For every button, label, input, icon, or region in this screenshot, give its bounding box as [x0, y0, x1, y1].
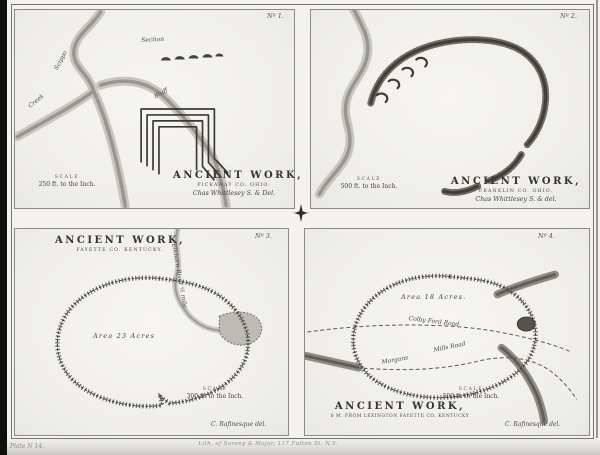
- map-panel-1: [14, 9, 304, 209]
- section-label: Section: [141, 35, 165, 44]
- title-block: [55, 235, 185, 253]
- title-block: [449, 176, 583, 203]
- creek-label-lower: Creek: [27, 92, 46, 110]
- plate-number: Plate N 14.: [10, 443, 45, 450]
- map-title: ANCIENT WORK,: [450, 176, 582, 187]
- area-label: Area 18 Acres.: [401, 293, 467, 301]
- river-label: Elkhorn River ½ mile: [170, 243, 189, 309]
- mound-section-row: [161, 54, 223, 61]
- map-subtitle: 6 M. FROM LEXINGTON FAYETTE CO. KENTUCKY: [330, 414, 470, 419]
- compass-star-icon: [293, 204, 309, 222]
- crescent-embankment: [371, 40, 546, 193]
- title-block: [173, 170, 304, 197]
- map-title: ANCIENT WORK,: [55, 235, 186, 246]
- road-label-1: Colby Ford Road: [408, 315, 460, 329]
- scale-value: 500 ft. to the Inch.: [340, 183, 398, 190]
- bluff-label: Bluff: [153, 86, 170, 101]
- scale-block: [433, 387, 509, 400]
- map-title: ANCIENT WORK,: [173, 170, 304, 181]
- scale-block: [327, 177, 411, 190]
- surveyor-credit: Chas Whittlesey S. & Del.: [192, 190, 276, 197]
- surveyor-credit: C. Rafinesque del.: [505, 421, 561, 428]
- lithographer-imprint: Lith. of Sarony & Major, 117 Fulton St. N.Y.: [198, 441, 338, 447]
- creek-label-upper: Scippo: [53, 49, 69, 72]
- map-panel-3: [14, 228, 289, 436]
- map-title: ANCIENT WORK,: [334, 401, 466, 412]
- road-label-2a: Morgans: [381, 354, 409, 366]
- figure-number: Nº 4.: [537, 232, 555, 240]
- scale-label: SCALE: [54, 175, 80, 180]
- map-subtitle: FRANKLIN CO. OHIO.: [478, 189, 554, 194]
- map-panel-2: [310, 9, 590, 209]
- scale-label: SCALE: [356, 177, 382, 182]
- figure-number: Nº 3.: [254, 232, 272, 240]
- map-subtitle: FAYETTE CO. KENTUCKY.: [76, 248, 164, 253]
- scale-block: [175, 387, 255, 400]
- scale-label: SCALE: [458, 387, 484, 392]
- road-label-2b: Mills Road: [433, 340, 467, 354]
- scale-label: SCALE: [202, 387, 228, 392]
- scale-value: 250 ft. to the Inch.: [38, 181, 96, 188]
- area-label: Area 23 Acres: [93, 332, 156, 340]
- surveyor-credit: C. Rafinesque del.: [211, 421, 267, 428]
- scale-value: 300 ft. to the Inch.: [186, 393, 244, 400]
- map-subtitle: PICKAWAY CO. OHIO.: [197, 183, 271, 188]
- scale-block: [21, 175, 113, 188]
- surveyor-credit: Chas Whittlesey S. & del.: [475, 196, 557, 203]
- figure-number: Nº 2.: [559, 12, 577, 20]
- figure-number: Nº 1.: [266, 12, 284, 20]
- scan-edge-left: [0, 0, 7, 455]
- scan-edge-right: [596, 0, 598, 455]
- small-mound: [517, 317, 535, 331]
- scale-value: 500 ft. to the Inch.: [442, 393, 500, 400]
- title-block: [325, 401, 475, 419]
- map-panel-4: [304, 228, 590, 436]
